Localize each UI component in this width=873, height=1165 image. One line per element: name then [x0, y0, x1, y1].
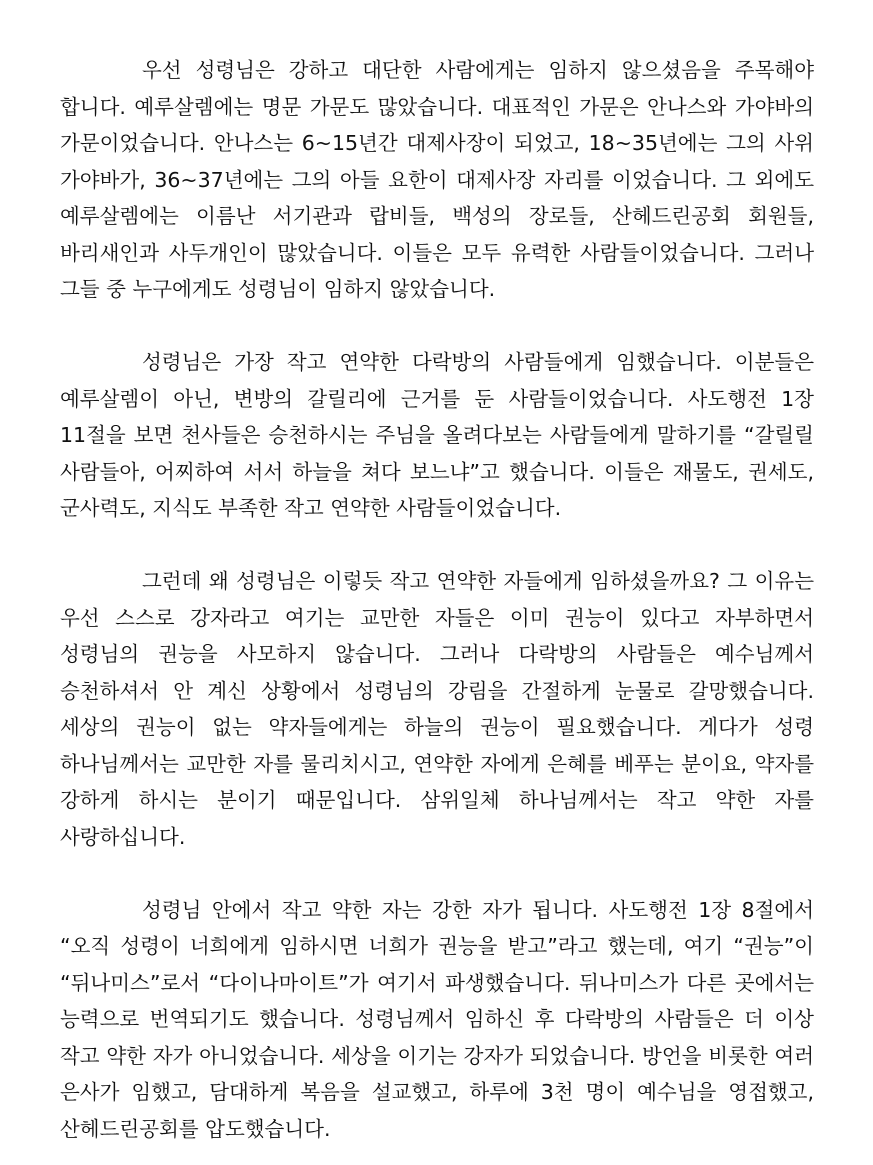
document-body: [60, 52, 814, 1147]
paragraph: 성령님 안에서 작고 약한 자는 강한 자가 됩니다. 사도행전 1장 8절에서 “오직 성령이 너희에게 임하시면 너희가 권능을 받고”라고 했는데, 여기 “권능”이 “뒤나미스”로서 “다이나마이트”가 여기서 파생했습니다. 뒤나미스가 다른 곳에서는 능력으로 번역되기도 했습니다. 성령님께서 임하신 후 다락방의 사람들은 더 이상 작고 약한 자가 아니었습니다. 세상을 이기는 강자가 되었습니다. 방언을 비롯한 여러 은사가 임했고, 담대하게 복음을 설교했고, 하루에 3천 명이 예수님을 영접했고, 산헤드린공회를 압도했습니다.: [60, 897, 814, 1141]
paragraph: 성령님은 가장 작고 연약한 다락방의 사람들에게 임했습니다. 이분들은 예루살렘이 아닌, 변방의 갈릴리에 근거를 둔 사람들이었습니다. 사도행전 1장 11절을 보면 천사들은 승천하시는 주님을 올려다보는 사람들에게 말하기를 “갈릴릴 사람들아, 어찌하여 서서 하늘을 쳐다 보느냐”고 했습니다. 이들은 재물도, 권세도, 군사력도, 지식도 부족한 작고 연약한 사람들이었습니다.: [60, 350, 814, 520]
paragraph: 그런데 왜 성령님은 이렇듯 작고 연약한 자들에게 임하셨을까요? 그 이유는 우선 스스로 강자라고 여기는 교만한 자들은 이미 권능이 있다고 자부하면서 성령님의 권능을 사모하지 않습니다. 그러나 다락방의 사람들은 예수님께서 승천하셔서 안 계신 상황에서 성령님의 강림을 간절하게 눈물로 갈망했습니다. 세상의 권능이 없는 약자들에게는 하늘의 권능이 필요했습니다. 게다가 성령 하나님께서는 교만한 자를 물리치시고, 연약한 자에게 은혜를 베푸는 분이요, 약자를 강하게 하시는 분이기 때문입니다. 삼위일체 하나님께서는 작고 약한 자를 사랑하십니다.: [60, 569, 814, 849]
paragraph: 우선 성령님은 강하고 대단한 사람에게는 임하지 않으셨음을 주목해야 합니다. 예루살렘에는 명문 가문도 많았습니다. 대표적인 가문은 안나스와 가야바의 가문이었습니다. 안나스는 6~15년간 대제사장이 되었고, 18~35년에는 그의 사위 가야바가, 36~37년에는 그의 아들 요한이 대제사장 자리를 이었습니다. 그 외에도 예루살렘에는 이름난 서기관과 랍비들, 백성의 장로들, 산헤드린공회 회원들, 바리새인과 사두개인이 많았습니다. 이들은 모두 유력한 사람들이었습니다. 그러나 그들 중 누구에게도 성령님이 임하지 않았습니다.: [60, 58, 814, 301]
